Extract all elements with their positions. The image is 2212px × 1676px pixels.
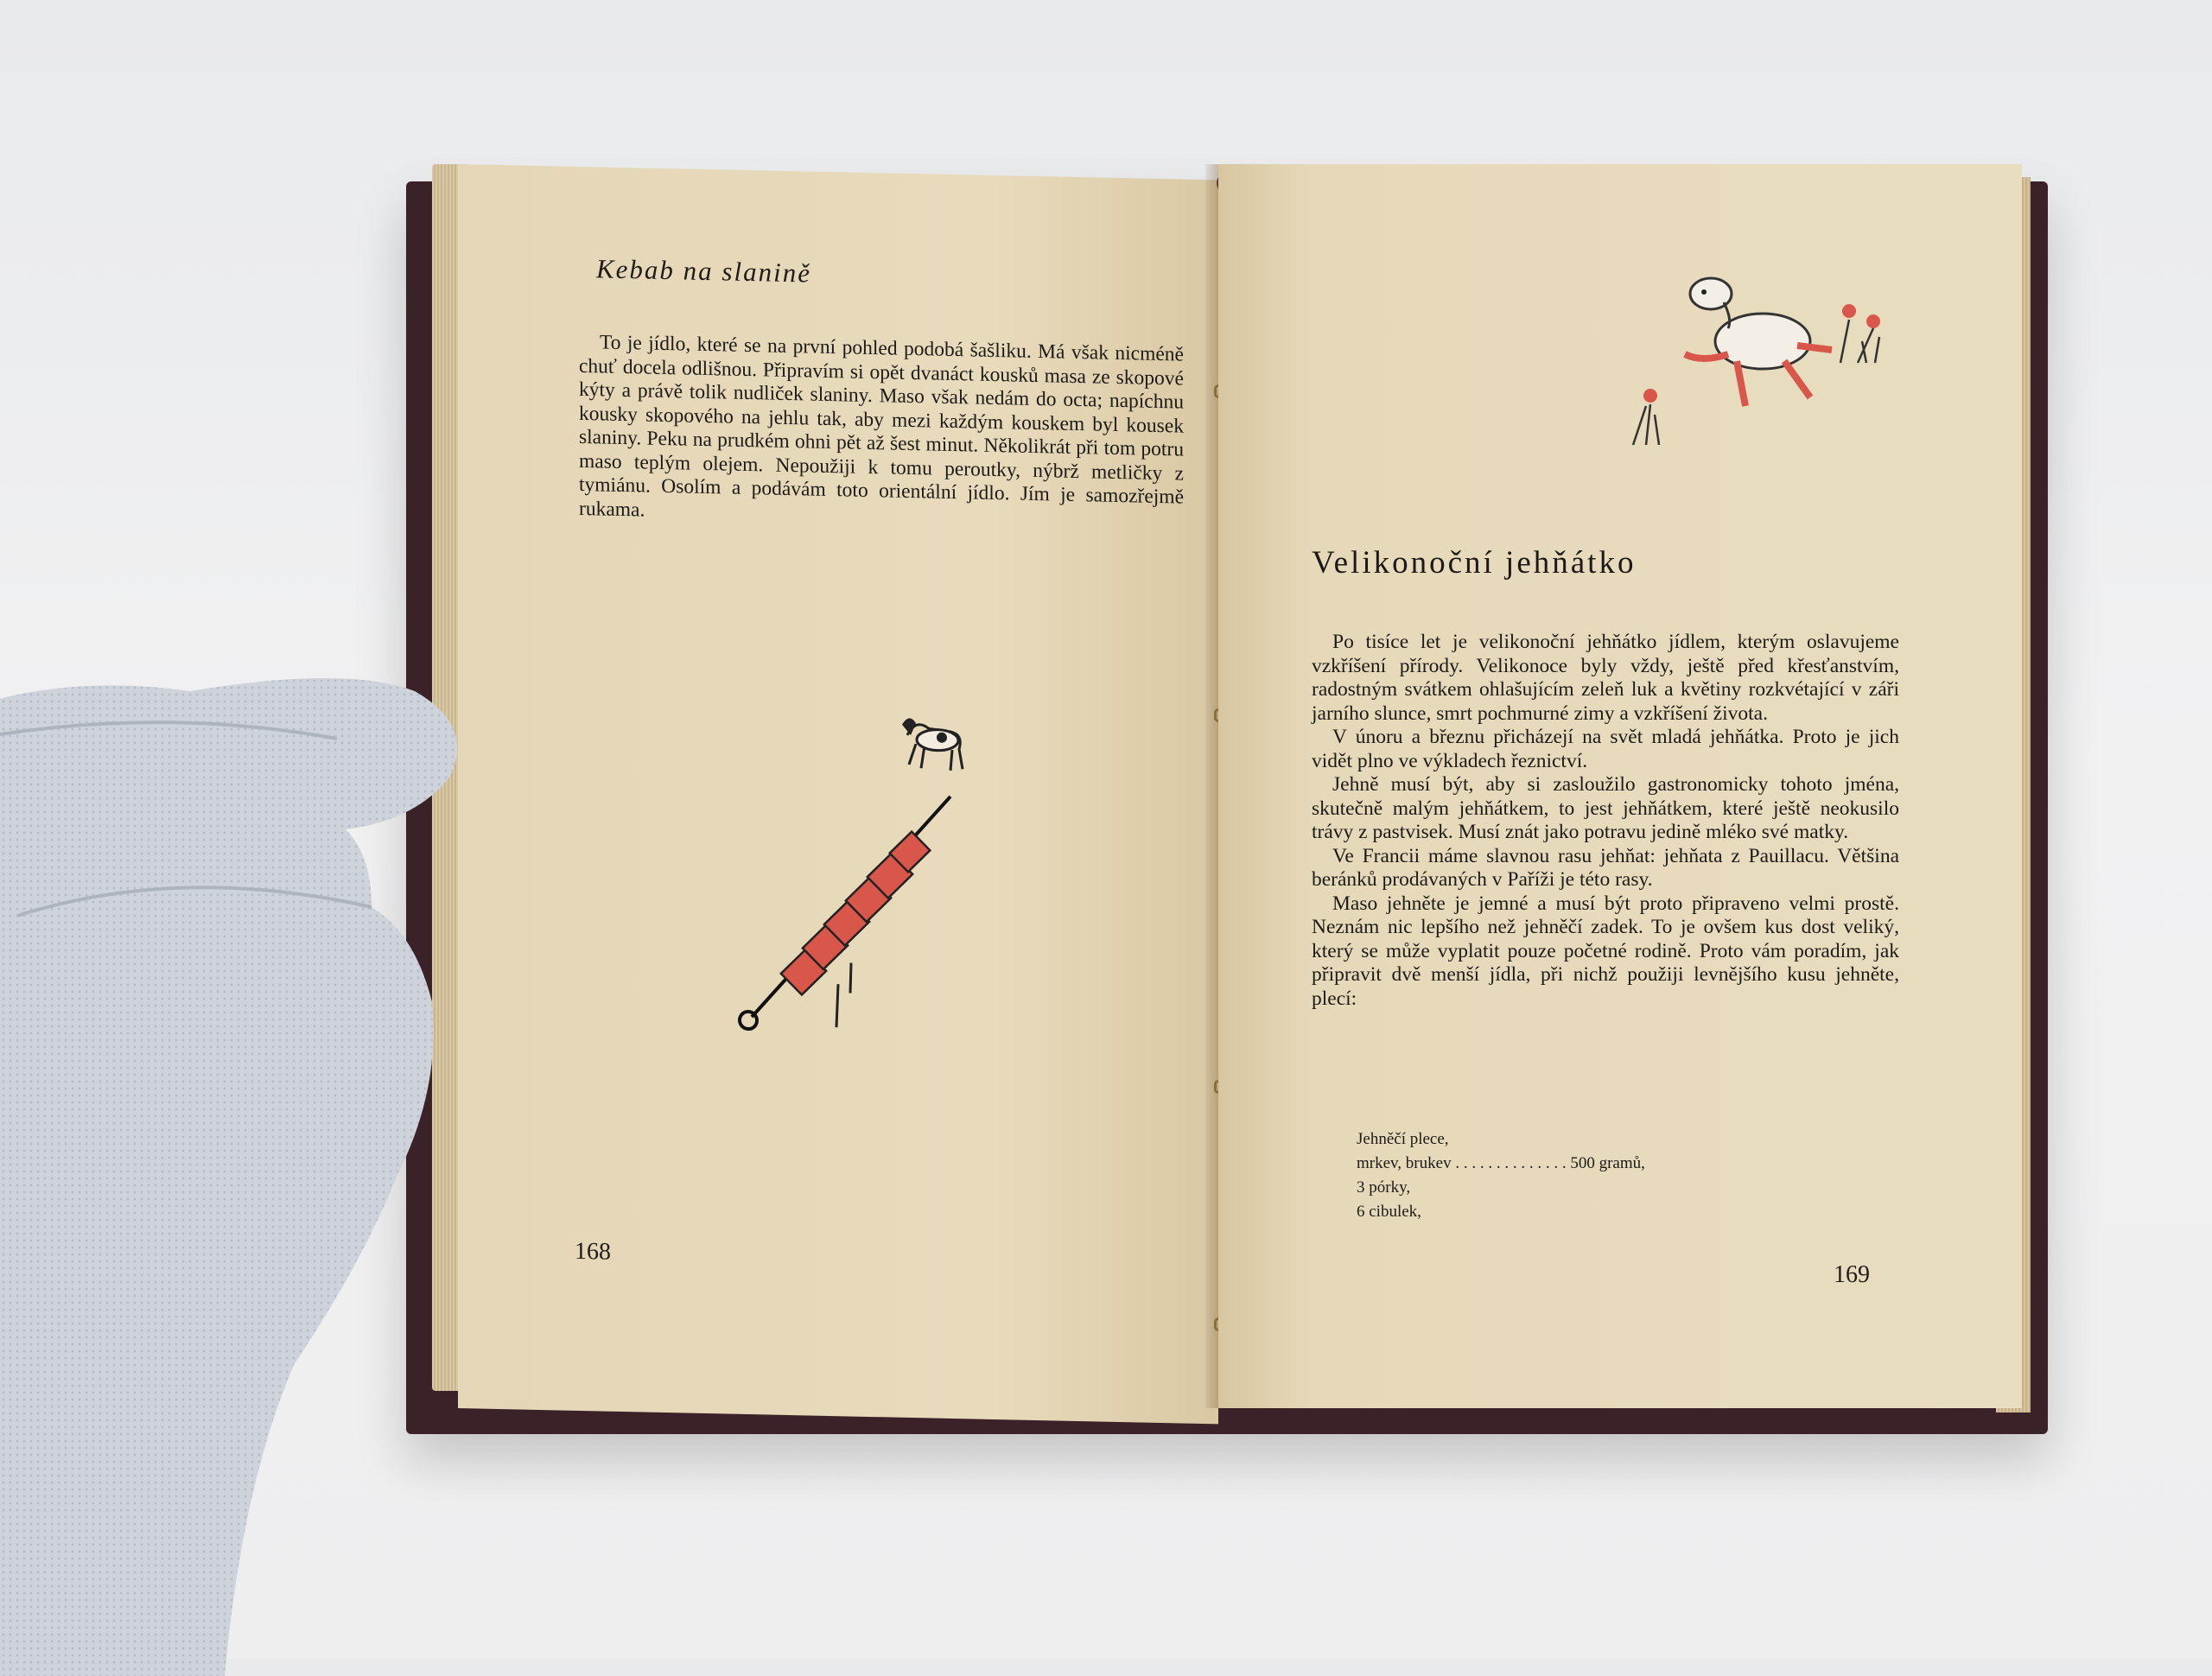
ingredient-line: 6 cibulek, — [1357, 1203, 1421, 1221]
paragraph: Po tisíce let je velikonoční jehňátko jídlem, kterým oslavujeme vzkříšení přírody. Velikonoce byly vždy, ještě před křesťanstvím, radostným svátkem ohlašujícím zeleň luk a květiny rozkvétající v záři jarního slunce, smrt pochmurné zimy a vzkříšení života. — [1312, 631, 1899, 725]
paragraph: Ve Francii máme slavnou rasu jehňat: jehňata z Pauillacu. Většina beránků prodávaných v Paříži je této rasy. — [1312, 844, 1899, 891]
paragraph: V únoru a březnu přicházejí na svět mladá jehňátka. Proto je jich vidět plno ve výkladech řeznictví. — [1312, 726, 1899, 772]
right-page-number: 169 — [1834, 1261, 1870, 1288]
left-page-paragraph: To je jídlo, které se na první pohled podobá šašliku. Má však nicméně chuť docela odlišnou. Připravím si opět dvanáct kousků masa ze skopové kýty a právě tolik nudliček slaniny. Maso však nedám do octa; napíchnu kousky skopového na jehlu tak, aby mezi každým kouskem byl kousek slaniny. Peku na prudkém ohni pět až šest minut. Několikrát při tom potru maso teplým olejem. Nepoužiji k tomu peroutky, nýbrž metličky z tymiánu. Osolím a podávám toto orientální jídlo. Jím je samozřejmě rukama. — [579, 331, 1184, 522]
ingredient-line: mrkev, brukev . . . . . . . . . . . . . . 500 gramů, — [1357, 1154, 1645, 1172]
right-page-title: Velikonoční jehňátko — [1312, 545, 1637, 581]
kebab-skewer-icon — [734, 775, 959, 1038]
flower-icon — [1624, 380, 1676, 449]
dog-icon — [890, 700, 976, 779]
ingredient-line: 3 pórky, — [1357, 1178, 1411, 1197]
paragraph: Maso jehněte je jemné a musí být proto připraveno velmi prostě. Neznám nic lepšího než jehněčí zadek. To je ovšem kus dost veliký, který se může vyplatit pouze početné rodině. Proto vám poradím, jak připravit dvě menší jídla, při nichž použiji levnějšího kusu jehněte, plecí: — [1312, 892, 1899, 1010]
left-page-number: 168 — [575, 1237, 611, 1266]
right-page-body — [1312, 631, 1899, 1011]
right-page — [1218, 164, 2022, 1408]
left-page-title: Kebab na slanině — [596, 253, 811, 289]
paragraph: Jehně musí být, aby si zasloužilo gastronomicky tohoto jména, skutečně malým jehňátkem, to jest jehňátkem, které ještě neokusilo trávy z pastvisek. Musí znát jako potravu jedině mléko své matky. — [1312, 773, 1899, 843]
left-page — [458, 164, 1218, 1424]
gloved-hand — [0, 657, 518, 1676]
ingredient-list — [1357, 1130, 1875, 1234]
flower-icon — [1832, 294, 1901, 371]
ingredient-line: Jehněčí plece, — [1357, 1130, 1449, 1148]
